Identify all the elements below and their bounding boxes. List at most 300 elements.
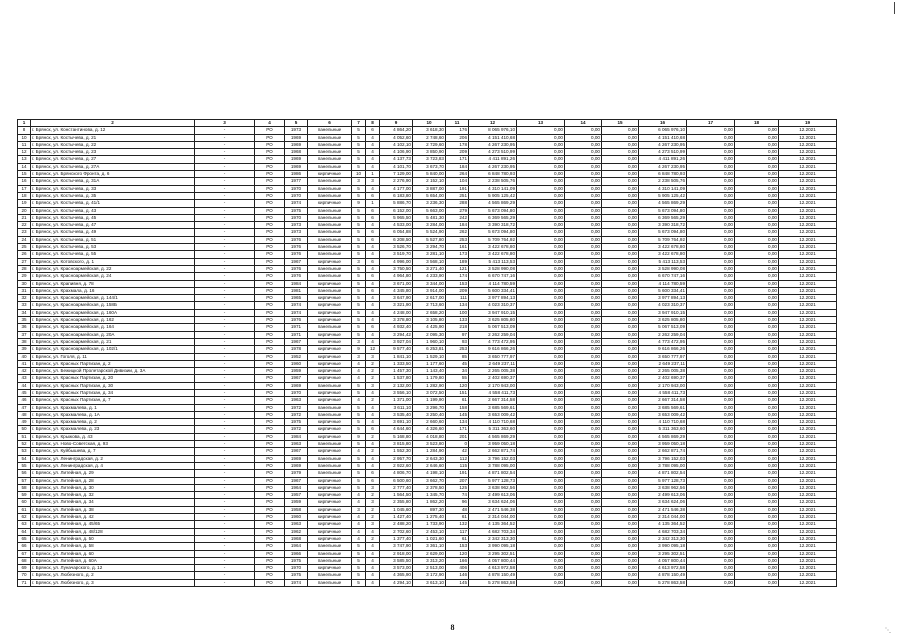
table-cell: 2 667 314,58 [469,397,517,404]
address-cell: г. Брянск, ул. Костычева, д. 31А [31,178,195,185]
table-cell: 5 600 334,41 [469,287,517,294]
table-cell: панельные [308,156,352,163]
table-cell: 2 629,00 [413,550,446,557]
table-cell: 0,00 [517,141,565,148]
table-cell: 4 558 411,73 [469,389,517,396]
table-cell: 0,00 [602,397,639,404]
table-cell: 0,00 [565,433,602,440]
table-cell: 3 519,70 [380,251,413,258]
table-cell: 4 248,00 [380,309,413,316]
table-cell: 2 152,10 [413,178,446,185]
table-cell: 0,00 [517,382,565,389]
column-number: 18 [735,120,779,127]
table-cell: 0,00 [735,535,779,542]
table-cell: 4 [366,338,380,345]
table-cell: - [195,346,255,353]
table-row [18,565,837,572]
table-cell: 0,00 [565,484,602,491]
table-cell: 3 750,50 [380,265,413,272]
table-cell: 3 172,90 [413,572,446,579]
table-cell: 3 072,50 [413,389,446,396]
table-cell: - [195,397,255,404]
table-cell: 3 796 152,03 [639,455,687,462]
table-cell: 12.2021 [779,324,837,331]
table-cell: 0,00 [735,470,779,477]
table-cell: 1 427,40 [380,514,413,521]
table-row [18,171,837,178]
table-cell: 0,00 [735,149,779,156]
table-cell: 0,00 [687,528,735,535]
table-cell: РО [255,192,285,199]
table-cell: 5 168,80 [380,433,413,440]
table-cell: 1957 [285,492,308,499]
table-cell: 0,00 [687,557,735,564]
table-cell: 32 [18,295,31,302]
table-row [18,353,837,360]
table-cell: 0,00 [735,448,779,455]
table-cell: 1970 [285,192,308,199]
table-cell: 34 [446,368,469,375]
table-cell: 3 [366,484,380,491]
table-cell: 0,00 [517,251,565,258]
table-cell: РО [255,543,285,550]
table-row [18,309,837,316]
table-cell: - [195,550,255,557]
table-cell: 4 267 230,95 [469,141,517,148]
table-cell: РО [255,251,285,258]
table-row [18,287,837,294]
table-cell: 0,00 [602,200,639,207]
table-cell: кирпичные [308,200,352,207]
table-cell: 12.2021 [779,550,837,557]
table-cell: 0,00 [735,338,779,345]
table-cell: - [195,448,255,455]
table-cell: 4 057 800,44 [469,557,517,564]
address-cell: г. Брянск, ул. Литейная, д. 34 [31,499,195,506]
table-cell: 4 [352,397,366,404]
table-cell: 0,00 [687,441,735,448]
table-cell: 1967 [285,338,308,345]
table-cell: - [195,565,255,572]
table-cell: 145 [446,411,469,418]
table-cell: - [195,309,255,316]
table-cell: 12.2021 [779,419,837,426]
table-cell: 0,00 [565,222,602,229]
table-cell: - [195,127,255,134]
table-cell: 12.2021 [779,492,837,499]
table-cell: 0,00 [735,499,779,506]
table-cell: 0,00 [735,185,779,192]
table-row [18,528,837,535]
table-cell: 1969 [285,382,308,389]
address-cell: г. Брянск, ул. Литейная, д. 29 [31,470,195,477]
table-cell: 191 [446,185,469,192]
table-row [18,295,837,302]
table-row [18,441,837,448]
address-cell: г. Брянск, ул. Красноармейская, д. 162 [31,317,195,324]
table-row [18,397,837,404]
table-cell: РО [255,324,285,331]
table-cell: 0,00 [735,360,779,367]
address-cell: г. Брянск, ул. Крахмалева, д. 2 [31,419,195,426]
table-cell: панельные [308,236,352,243]
address-cell: г. Брянск, ул. Костычева, д. 27А [31,163,195,170]
table-cell: 2 [366,368,380,375]
table-cell: 12.2021 [779,273,837,280]
table-cell: РО [255,514,285,521]
table-cell: 0,00 [602,389,639,396]
table-cell: кирпичные [308,338,352,345]
table-cell: 0,00 [602,492,639,499]
table-cell: 5 [352,127,366,134]
table-cell: 3 [366,521,380,528]
table-cell: кирпичные [308,499,352,506]
table-cell: 8 065 976,10 [469,127,517,134]
table-cell: 12.2021 [779,192,837,199]
table-cell: 2 471 546,38 [469,506,517,513]
table-cell: 0,00 [687,302,735,309]
table-cell: 54 [18,455,31,462]
table-cell: 5 [352,229,366,236]
address-cell: г. Брянск, ул. Красноармейская, д. 21 [31,338,195,345]
table-cell: 5 413 113,53 [469,258,517,265]
table-cell: 0,00 [517,244,565,251]
table-cell: 3 662,70 [413,477,446,484]
table-cell: 4 [352,514,366,521]
table-cell: 97 [446,331,469,338]
table-cell: 3 638 962,56 [469,484,517,491]
table-cell: 0,00 [517,149,565,156]
table-cell: 1 377,40 [380,535,413,542]
table-cell: 5 [352,141,366,148]
table-cell: 0,00 [602,324,639,331]
table-cell: 25 [18,244,31,251]
table-cell: 0,00 [517,499,565,506]
table-cell: 0,00 [687,389,735,396]
table-cell: 3 528 990,08 [639,265,687,272]
table-cell: 3 294,70 [413,244,446,251]
table-cell: 4 [366,141,380,148]
table-cell: 3 638 962,56 [639,484,687,491]
table-cell: 117 [446,528,469,535]
table-cell: 0,00 [687,419,735,426]
table-cell: 0,00 [602,557,639,564]
table-cell: 0,00 [565,163,602,170]
table-cell: - [195,251,255,258]
table-cell: - [195,579,255,586]
table-cell: 0,00 [735,484,779,491]
table-cell: 0,00 [687,433,735,440]
table-cell: 55 [18,462,31,469]
table-cell: 2 667 314,58 [639,397,687,404]
table-cell: 2 265 005,38 [469,368,517,375]
table-cell: 0,00 [602,411,639,418]
table-cell: 1 177,60 [413,360,446,367]
table-row [18,579,837,586]
table-cell: 3 568,10 [413,258,446,265]
table-cell: 0,00 [565,134,602,141]
table-cell: 6 369 565,29 [639,214,687,221]
table-cell: 153 [446,280,469,287]
table-cell: 5 [352,163,366,170]
table-cell: 0,00 [602,484,639,491]
column-number: 2 [31,120,195,127]
table-cell: 0,00 [565,368,602,375]
column-number-row [18,120,837,127]
table-cell: 3 625 805,80 [639,317,687,324]
table-cell: 0,00 [517,229,565,236]
table-cell: 2 649 237,11 [639,360,687,367]
table-cell: 3 295 302,51 [469,550,517,557]
table-cell: 0,00 [687,280,735,287]
table-cell: 5 278 863,58 [469,579,517,586]
table-cell: 6 848 780,93 [469,171,517,178]
table-cell: 1 552,30 [380,448,413,455]
table-cell: панельные [308,229,352,236]
table-cell: РО [255,579,285,586]
table-cell: кирпичные [308,171,352,178]
table-cell: 2 649 237,11 [469,360,517,367]
table-cell: 0,00 [602,163,639,170]
table-cell: РО [255,506,285,513]
table-cell: 0,00 [735,207,779,214]
table-cell: 0,00 [687,295,735,302]
table-cell: 0,00 [517,280,565,287]
table-cell: 5 673 094,80 [639,229,687,236]
table-row [18,134,837,141]
table-cell: 0,00 [602,149,639,156]
table-cell: 2 402 690,37 [639,375,687,382]
table-cell: 12.2021 [779,579,837,586]
table-cell: 4 644,60 [380,426,413,433]
table-cell: РО [255,484,285,491]
table-cell: 2 499 613,06 [639,492,687,499]
table-cell: 3 321,90 [380,302,413,309]
table-cell: РО [255,317,285,324]
table-cell: 6 054,88 [380,229,413,236]
table-cell: 4 411 891,26 [469,156,517,163]
table-cell: 11 [18,141,31,148]
table-cell: 5 [352,214,366,221]
table-cell: 27 [18,258,31,265]
table-cell: 0,00 [735,134,779,141]
table-cell: 209 [446,287,469,294]
table-cell: 1959 [285,368,308,375]
table-cell: 41 [18,360,31,367]
table-cell: 0,00 [565,572,602,579]
table-cell: 5 067 513,09 [639,324,687,331]
table-cell: 0,00 [735,324,779,331]
table-cell: 0,00 [517,265,565,272]
table-cell: 0,00 [565,506,602,513]
address-cell: г. Брянск, ул. Луначарского, д. 12 [31,565,195,572]
table-cell: 0,00 [687,163,735,170]
table-cell: 4 425,90 [413,324,446,331]
table-cell: РО [255,411,285,418]
table-cell: 3 422 678,80 [469,251,517,258]
table-cell: 63 [18,521,31,528]
table-cell: 173 [446,251,469,258]
address-cell: г. Брянск, ул. Красных Партизан, д. 20 [31,375,195,382]
table-cell: 0,00 [687,499,735,506]
table-cell: 40 [18,353,31,360]
table-row [18,236,837,243]
table-cell: 12 [366,346,380,353]
table-cell: 6 670 747,16 [639,273,687,280]
table-cell: 5 [352,302,366,309]
table-cell: 1986 [285,171,308,178]
table-cell: 12.2021 [779,295,837,302]
table-row [18,543,837,550]
address-cell: г. Брянск, ул. Котовского, д. 1 [31,258,195,265]
column-number: 7 [352,120,366,127]
table-cell: 0,00 [735,426,779,433]
table-cell: 6 [366,258,380,265]
table-cell: РО [255,565,285,572]
table-cell: 1976 [285,236,308,243]
table-cell: панельные [308,470,352,477]
table-cell: 4 [366,309,380,316]
table-cell: 1 841,10 [380,353,413,360]
table-cell: 0,00 [687,448,735,455]
table-cell: 0,00 [565,419,602,426]
table-cell: 4 110 710,68 [639,419,687,426]
table-cell: 6 [366,192,380,199]
table-cell: РО [255,222,285,229]
table-cell: кирпичные [308,521,352,528]
table-cell: 0,00 [735,317,779,324]
table-cell: 0,00 [602,572,639,579]
table-cell: 0,00 [565,156,602,163]
table-cell: 0,00 [735,404,779,411]
table-cell: РО [255,163,285,170]
table-cell: 3 378,80 [380,317,413,324]
table-cell: РО [255,572,285,579]
table-cell: 6 [366,477,380,484]
table-cell: 1974 [285,579,308,586]
table-cell: 4 [366,244,380,251]
table-cell: кирпичные [308,295,352,302]
table-cell: 3 271,40 [413,265,446,272]
table-cell: 4 [366,550,380,557]
table-cell: 0,00 [517,492,565,499]
table-cell: 5 [352,477,366,484]
table-cell: - [195,171,255,178]
table-cell: 35 [18,317,31,324]
table-cell: 0,00 [687,470,735,477]
table-cell: 0,00 [602,236,639,243]
table-cell: 174 [446,273,469,280]
table-cell: 4 310 141,09 [469,185,517,192]
table-row [18,192,837,199]
table-cell: 1971 [285,331,308,338]
table-cell: 0,00 [687,426,735,433]
table-cell: 1974 [285,309,308,316]
table-cell: 0,00 [565,441,602,448]
table-cell: 12.2021 [779,244,837,251]
table-row [18,455,837,462]
table-cell: - [195,156,255,163]
table-cell: 0,00 [687,368,735,375]
table-cell: 1973 [285,222,308,229]
table-cell: - [195,499,255,506]
table-cell: 1973 [285,229,308,236]
table-cell: 0,00 [517,455,565,462]
table-cell: 0,00 [602,346,639,353]
table-cell: 12.2021 [779,346,837,353]
table-cell: 1984 [285,433,308,440]
table-cell: 5 [352,411,366,418]
table-cell: 69 [18,565,31,572]
table-cell: 2 488,20 [380,521,413,528]
address-cell: г. Брянск, ул. Константинова, д. 12 [31,127,195,134]
table-cell: панельные [308,462,352,469]
table-cell: 0,00 [687,331,735,338]
table-cell: 5 [352,462,366,469]
table-row [18,280,837,287]
table-cell: 12.2021 [779,185,837,192]
table-cell: 0,00 [687,404,735,411]
table-cell: кирпичные [308,375,352,382]
table-cell: 12.2021 [779,360,837,367]
table-cell: 0,00 [517,419,565,426]
table-cell: 2 646,60 [413,462,446,469]
table-cell: 4 558 411,73 [639,389,687,396]
table-row [18,346,837,353]
table-cell: 50 [18,426,31,433]
table-cell: 65 [18,535,31,542]
table-cell: 0,00 [602,470,639,477]
table-cell: 3 977 894,13 [469,295,517,302]
address-cell: г. Брянск, ул. Крахмалева, д. 23 [31,426,195,433]
table-cell: 0,00 [687,309,735,316]
table-cell: 12.2021 [779,382,837,389]
table-cell: РО [255,499,285,506]
table-cell: 34 [18,309,31,316]
table-cell: 4 533,00 [380,222,413,229]
table-cell: панельные [308,557,352,564]
table-cell: 0,00 [565,317,602,324]
table-cell: 29 [18,273,31,280]
table-row [18,389,837,396]
table-cell: 0,00 [565,236,602,243]
table-cell: 3 977 894,13 [639,295,687,302]
table-cell: 3 526,70 [380,244,413,251]
table-cell: кирпичные [308,514,352,521]
table-cell: 0,00 [735,309,779,316]
column-number: 8 [366,120,380,127]
table-cell: 0,00 [565,375,602,382]
table-cell: 5 [352,579,366,586]
table-cell: 4 110 710,68 [469,419,517,426]
table-cell: 7 129,00 [380,171,413,178]
table-cell: 28 [18,265,31,272]
table-cell: 5 886,70 [380,200,413,207]
table-cell: - [195,149,255,156]
table-cell: панельные [308,324,352,331]
table-cell: 0,00 [735,141,779,148]
address-cell: г. Брянск, ул. Костычева, д. 21 [31,134,195,141]
table-cell: 9 [352,433,366,440]
table-cell: 6 670 747,16 [469,273,517,280]
table-cell: панельные [308,550,352,557]
table-cell: 5 905 125,42 [639,192,687,199]
table-cell: 158 [446,404,469,411]
table-cell: 0,00 [735,397,779,404]
table-cell: 0,00 [517,521,565,528]
table-cell: 3 585,50 [380,557,413,564]
table-cell: 1967 [285,448,308,455]
